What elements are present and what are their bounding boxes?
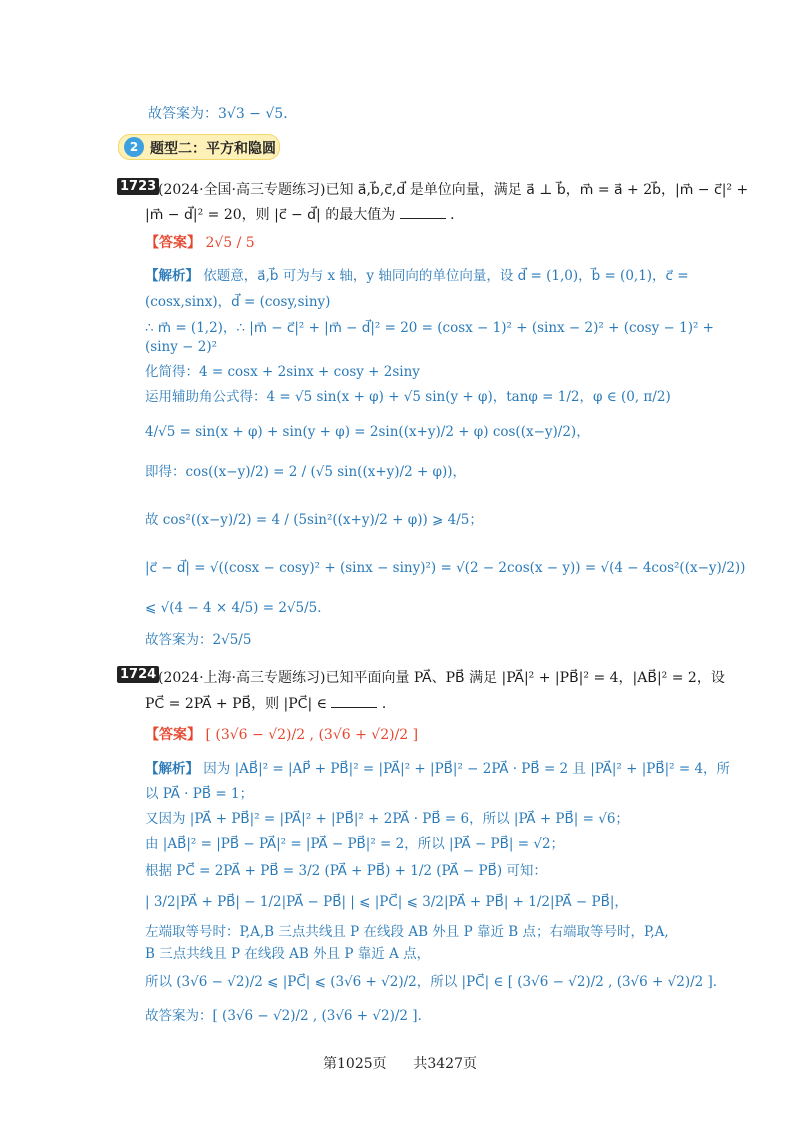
solution-label: 【解析】 bbox=[145, 761, 199, 777]
solution-1724-line-6: 左端取等号时：P,A,B 三点共线且 P 在线段 AB 外且 P 靠近 B 点；右端取等号时，P,A, bbox=[145, 924, 669, 940]
page-footer bbox=[0, 1053, 800, 1073]
problem-1724-stem-line1: (2024·上海·高三专题练习)已知平面向量 PA⃗、PB⃗ 满足 |PA⃗|² + |PB⃗|² = 4，|AB⃗|² = 2，设 bbox=[158, 670, 725, 686]
answer-blank bbox=[400, 206, 446, 219]
solution-1723-line-5: 运用辅助角公式得：4 = √5 sin(x + φ) + √5 sin(y + φ)，tanφ = 1/2，φ ∈ (0, π/2) bbox=[145, 389, 671, 405]
solution-1724-line-9: 故答案为：[ (3√6 − √2)/2 , (3√6 + √2)/2 ]． bbox=[145, 1008, 432, 1024]
solution-1724-line-3: 由 |AB⃗|² = |PB⃗ − PA⃗|² = |PA⃗ − PB⃗|² = 2，所以 |PA⃗ − PB⃗| = √2； bbox=[145, 836, 565, 852]
solution-label: 【解析】 bbox=[145, 268, 199, 284]
page-number: 第1025页 bbox=[323, 1056, 387, 1072]
solution-1723-line-10: ⩽ √(4 − 4 × 4/5) = 2√5/5． bbox=[145, 600, 331, 616]
answer-1724-value: [ (3√6 − √2)/2 , (3√6 + √2)/2 ] bbox=[205, 727, 419, 743]
problem-1723-stem-text: |m⃗ − d⃗|² = 20，则 |c⃗ − d⃗| 的最大值为 bbox=[145, 207, 396, 223]
section-number-badge: 2 bbox=[124, 137, 144, 157]
solution-1723-line-2: ∴ m⃗ = (1,2)，∴ |m⃗ − c⃗|² + |m⃗ − d⃗|² = 20 = (cosx − 1)² + (sinx − 2)² + (cosy − 1)² + bbox=[145, 320, 714, 336]
solution-1724-line-2: 又因为 |PA⃗ + PB⃗|² = |PA⃗|² + |PB⃗|² + 2PA⃗ · PB⃗ = 6，所以 |PA⃗ + PB⃗| = √6； bbox=[145, 811, 629, 827]
problem-1724-stem-line2 bbox=[145, 693, 396, 713]
solution-1724-line-7: B 三点共线且 P 在线段 AB 外且 P 靠近 A 点， bbox=[145, 946, 431, 962]
solution-1723-line-0 bbox=[145, 264, 689, 284]
problem-1723-stem-line1: (2024·全国·高三专题练习)已知 a⃗,b⃗,c⃗,d⃗ 是单位向量，满足 a⃗ ⊥ b⃗，m⃗ = a⃗ + 2b⃗，|m⃗ − c⃗|² + bbox=[158, 182, 749, 198]
previous-answer-line: 故答案为：3√3 − √5． bbox=[148, 106, 298, 122]
section-title: 题型二：平方和隐圆 bbox=[150, 141, 276, 157]
solution-1723-line-4: 化简得：4 = cosx + 2sinx + cosy + 2siny bbox=[145, 364, 420, 380]
total-pages: 共3427页 bbox=[413, 1056, 477, 1072]
problem-number-1723: 1723 bbox=[117, 178, 159, 195]
answer-1723-value: 2√5 / 5 bbox=[205, 235, 255, 251]
stem-end: ． bbox=[381, 696, 396, 712]
solution-1724-text-0: 因为 |AB⃗|² = |AP⃗ + PB⃗|² = |PA⃗|² + |PB⃗|² − 2PA⃗ · PB⃗ = 2 且 |PA⃗|² + |PB⃗|² = 4，所 bbox=[203, 761, 731, 777]
solution-1723-line-7: 即得：cos((x−y)/2) = 2 / (√5 sin((x+y)/2 + φ))， bbox=[145, 464, 467, 480]
solution-1723-line-9: |c⃗ − d⃗| = √((cosx − cosy)² + (sinx − siny)²) = √(2 − 2cos(x − y)) = √(4 − 4cos²((x−y)/2)) bbox=[145, 560, 746, 576]
problem-number-1724: 1724 bbox=[117, 666, 159, 683]
problem-1724-stem-text: PC⃗ = 2PA⃗ + PB⃗，则 |PC⃗| ∈ bbox=[145, 696, 327, 712]
solution-1724-line-4: 根据 PC⃗ = 2PA⃗ + PB⃗ = 3/2 (PA⃗ + PB⃗) + 1/2 (PA⃗ − PB⃗) 可知： bbox=[145, 863, 547, 879]
solution-1723-text-0: 依题意，a⃗,b⃗ 可为与 x 轴，y 轴同向的单位向量，设 d⃗ = (1,0)，b⃗ = (0,1)，c⃗ = bbox=[203, 268, 689, 284]
solution-1724-line-5: | 3/2|PA⃗ + PB⃗| − 1/2|PA⃗ − PB⃗| | ⩽ |PC⃗| ⩽ 3/2|PA⃗ + PB⃗| + 1/2|PA⃗ − PB⃗|， bbox=[145, 894, 628, 910]
stem-end: ． bbox=[450, 207, 465, 223]
answer-blank bbox=[331, 695, 377, 708]
solution-1723-line-6: 4/√5 = sin(x + φ) + sin(y + φ) = 2sin((x+y)/2 + φ) cos((x−y)/2)， bbox=[145, 424, 590, 440]
answer-label: 【答案】 bbox=[145, 235, 201, 251]
answer-1723-row bbox=[145, 232, 255, 252]
solution-1723-line-3: (siny − 2)² bbox=[145, 339, 217, 355]
solution-1724-line-1: 以 PA⃗ · PB⃗ = 1； bbox=[145, 786, 254, 802]
problem-1723-stem-line2 bbox=[145, 204, 464, 224]
answer-1724-row bbox=[145, 724, 418, 744]
answer-label: 【答案】 bbox=[145, 727, 201, 743]
solution-1723-line-1: (cosx,sinx)，d⃗ = (cosy,siny) bbox=[145, 294, 331, 310]
solution-1724-line-8: 所以 (3√6 − √2)/2 ⩽ |PC⃗| ⩽ (3√6 + √2)/2，所以 |PC⃗| ∈ [ (3√6 − √2)/2 , (3√6 + √2)/2 ]． bbox=[145, 974, 727, 990]
solution-1723-line-8: 故 cos²((x−y)/2) = 4 / (5sin²((x+y)/2 + φ)) ⩾ 4/5； bbox=[145, 512, 483, 528]
solution-1723-line-11: 故答案为：2√5/5 bbox=[145, 632, 252, 648]
solution-1724-line-0 bbox=[145, 757, 730, 777]
